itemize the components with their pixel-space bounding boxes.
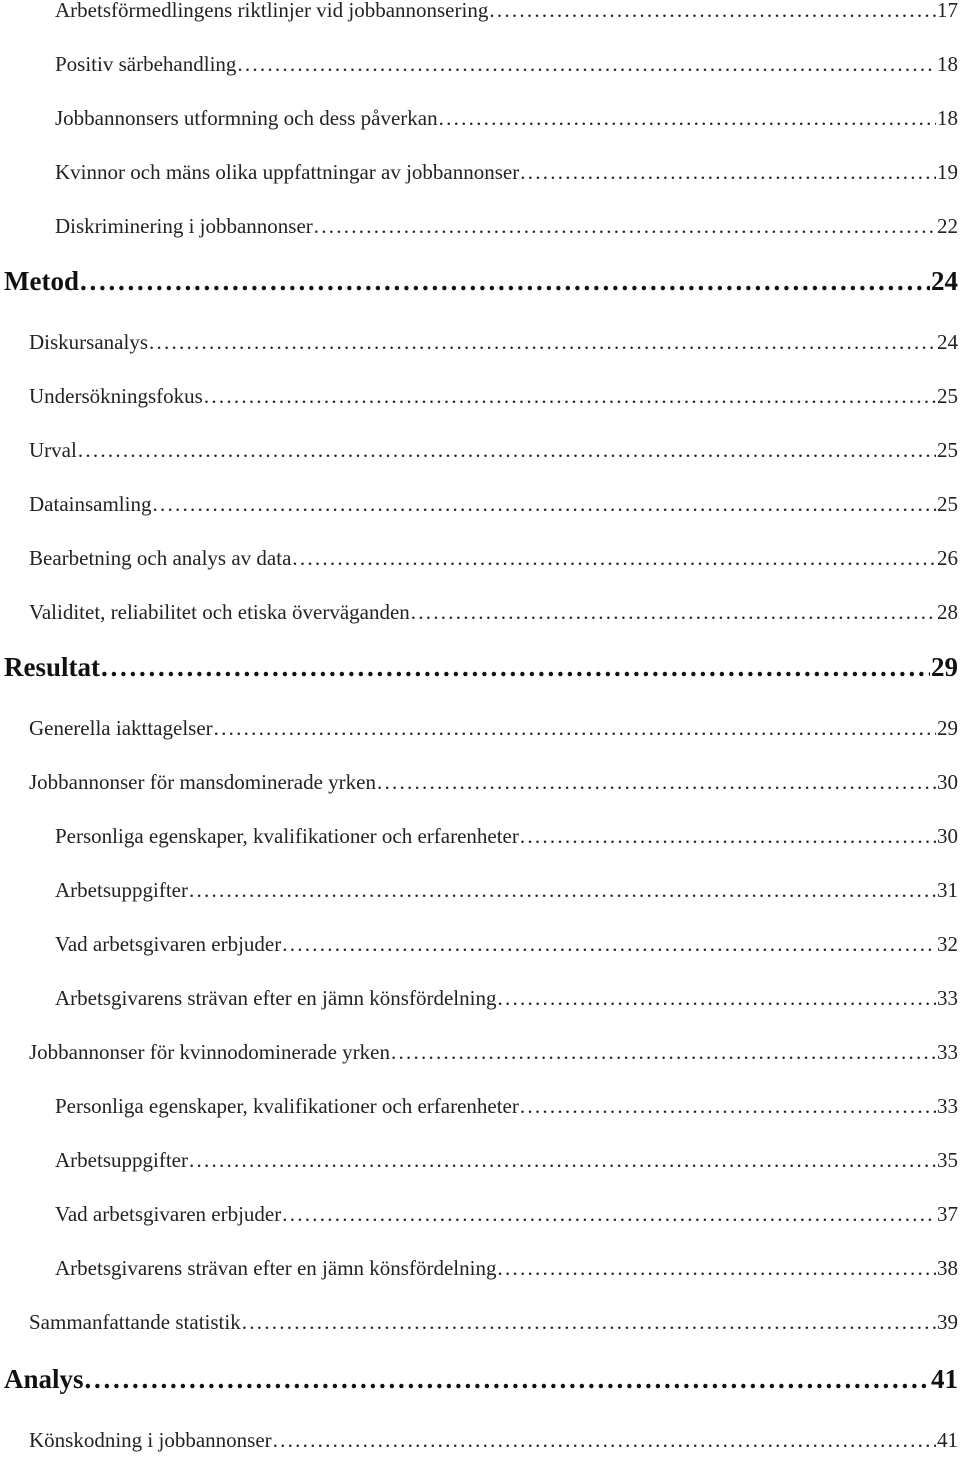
dot-leader: [80, 266, 930, 297]
dot-leader: [497, 1256, 936, 1281]
toc-entry[interactable]: [55, 160, 958, 185]
toc-entry[interactable]: [29, 1428, 958, 1453]
toc-entry-page: 39: [937, 1310, 958, 1334]
toc-entry-page: 28: [937, 600, 958, 624]
toc-entry[interactable]: [55, 824, 958, 849]
dot-leader: [101, 652, 930, 683]
toc-entry[interactable]: [29, 384, 958, 409]
toc-entry[interactable]: [29, 492, 958, 517]
toc-entry[interactable]: [29, 1040, 958, 1065]
toc-entry[interactable]: [55, 1202, 958, 1227]
toc-entry-title: Undersökningsfokus: [29, 384, 203, 408]
toc-entry-title: Jobbannonser för kvinnodominerade yrken: [29, 1040, 390, 1064]
toc-entry-title: Könskodning i jobbannonser: [29, 1428, 272, 1452]
dot-leader: [411, 600, 936, 625]
toc-chapter-title: Metod: [4, 266, 79, 296]
dot-leader: [78, 438, 936, 463]
toc-entry[interactable]: [55, 986, 958, 1011]
dot-leader: [377, 770, 936, 795]
toc-entry-title: Generella iakttagelser: [29, 716, 213, 740]
toc-entry-page: 25: [937, 438, 958, 462]
toc-entry-title: Arbetsuppgifter: [55, 1148, 188, 1172]
dot-leader: [497, 986, 936, 1011]
toc-entry-page: 17: [937, 0, 958, 22]
toc-entry[interactable]: [55, 1256, 958, 1281]
dot-leader: [273, 1428, 936, 1453]
toc-entry-page: 32: [937, 932, 958, 956]
toc-entry[interactable]: [55, 1148, 958, 1173]
dot-leader: [189, 1148, 936, 1173]
toc-entry-title: Vad arbetsgivaren erbjuder: [55, 932, 282, 956]
toc-entry[interactable]: [55, 1094, 958, 1119]
toc-entry-title: Vad arbetsgivaren erbjuder: [55, 1202, 282, 1226]
toc-entry-title: Positiv särbehandling: [55, 52, 237, 76]
dot-leader: [242, 1310, 936, 1335]
toc-entry-title: Sammanfattande statistik: [29, 1310, 241, 1334]
toc-entry-page: 30: [937, 824, 958, 848]
toc-chapter-page: 24: [931, 266, 958, 296]
toc-entry[interactable]: [55, 214, 958, 239]
toc-entry-page: 22: [937, 214, 958, 238]
toc-entry-title: Diskursanalys: [29, 330, 148, 354]
toc-entry-page: 24: [937, 330, 958, 354]
toc-chapter-page: 41: [931, 1364, 958, 1394]
toc-entry-title: Arbetsuppgifter: [55, 878, 188, 902]
dot-leader: [152, 492, 936, 517]
toc-chapter-entry[interactable]: [4, 652, 958, 683]
toc-entry-title: Validitet, reliabilitet och etiska överväganden: [29, 600, 410, 624]
toc-entry-page: 30: [937, 770, 958, 794]
toc-entry-title: Kvinnor och mäns olika uppfattningar av jobbannonser: [55, 160, 520, 184]
dot-leader: [214, 716, 936, 741]
toc-entry-page: 41: [937, 1428, 958, 1452]
dot-leader: [237, 52, 936, 77]
dot-leader: [489, 0, 936, 23]
dot-leader: [85, 1364, 930, 1395]
toc-entry[interactable]: [29, 600, 958, 625]
toc-entry-title: Diskriminering i jobbannonser: [55, 214, 313, 238]
toc-entry-title: Datainsamling: [29, 492, 152, 516]
toc-entry-title: Personliga egenskaper, kvalifikationer och erfarenheter: [55, 824, 519, 848]
dot-leader: [520, 824, 936, 849]
toc-entry-page: 25: [937, 384, 958, 408]
toc-entry-page: 35: [937, 1148, 958, 1172]
toc-entry-page: 31: [937, 878, 958, 902]
dot-leader: [520, 1094, 936, 1119]
toc-entry[interactable]: [29, 438, 958, 463]
dot-leader: [149, 330, 936, 355]
toc-entry[interactable]: [55, 932, 958, 957]
toc-entry[interactable]: [55, 52, 958, 77]
toc-entry[interactable]: [29, 716, 958, 741]
toc-entry-title: Personliga egenskaper, kvalifikationer och erfarenheter: [55, 1094, 519, 1118]
toc-entry-page: 26: [937, 546, 958, 570]
toc-entry-title: Arbetsförmedlingens riktlinjer vid jobbannonsering: [55, 0, 489, 22]
dot-leader: [204, 384, 936, 409]
toc-entry-title: Arbetsgivarens strävan efter en jämn könsfördelning: [55, 1256, 497, 1280]
toc-entry-page: 33: [937, 986, 958, 1010]
toc-entry[interactable]: [29, 770, 958, 795]
toc-entry-title: Urval: [29, 438, 77, 462]
toc-chapter-title: Resultat: [4, 652, 100, 682]
toc-entry-title: Jobbannonsers utformning och dess påverkan: [55, 106, 438, 130]
toc-entry-page: 29: [937, 716, 958, 740]
dot-leader: [292, 546, 936, 571]
dot-leader: [520, 160, 936, 185]
toc-entry-page: 33: [937, 1094, 958, 1118]
dot-leader: [439, 106, 936, 131]
toc-entry[interactable]: [55, 878, 958, 903]
toc-entry-page: 37: [937, 1202, 958, 1226]
toc-chapter-entry[interactable]: [4, 266, 958, 297]
toc-entry[interactable]: [29, 330, 958, 355]
toc-entry-page: 33: [937, 1040, 958, 1064]
toc-entry[interactable]: [55, 106, 958, 131]
toc-chapter-entry[interactable]: [4, 1364, 958, 1395]
dot-leader: [314, 214, 936, 239]
dot-leader: [189, 878, 936, 903]
dot-leader: [282, 1202, 936, 1227]
toc-entry-title: Arbetsgivarens strävan efter en jämn könsfördelning: [55, 986, 497, 1010]
toc-chapter-page: 29: [931, 652, 958, 682]
toc-entry[interactable]: [29, 1310, 958, 1335]
toc-entry[interactable]: [29, 546, 958, 571]
toc-entry-page: 18: [937, 106, 958, 130]
toc-entry-page: 25: [937, 492, 958, 516]
dot-leader: [391, 1040, 936, 1065]
toc-entry-page: 19: [937, 160, 958, 184]
toc-entry-page: 18: [937, 52, 958, 76]
toc-entry-page: 38: [937, 1256, 958, 1280]
toc-entry-title: Bearbetning och analys av data: [29, 546, 292, 570]
toc-entry-title: Jobbannonser för mansdominerade yrken: [29, 770, 376, 794]
toc-entry[interactable]: [55, 0, 958, 23]
dot-leader: [282, 932, 936, 957]
toc-chapter-title: Analys: [4, 1364, 84, 1394]
